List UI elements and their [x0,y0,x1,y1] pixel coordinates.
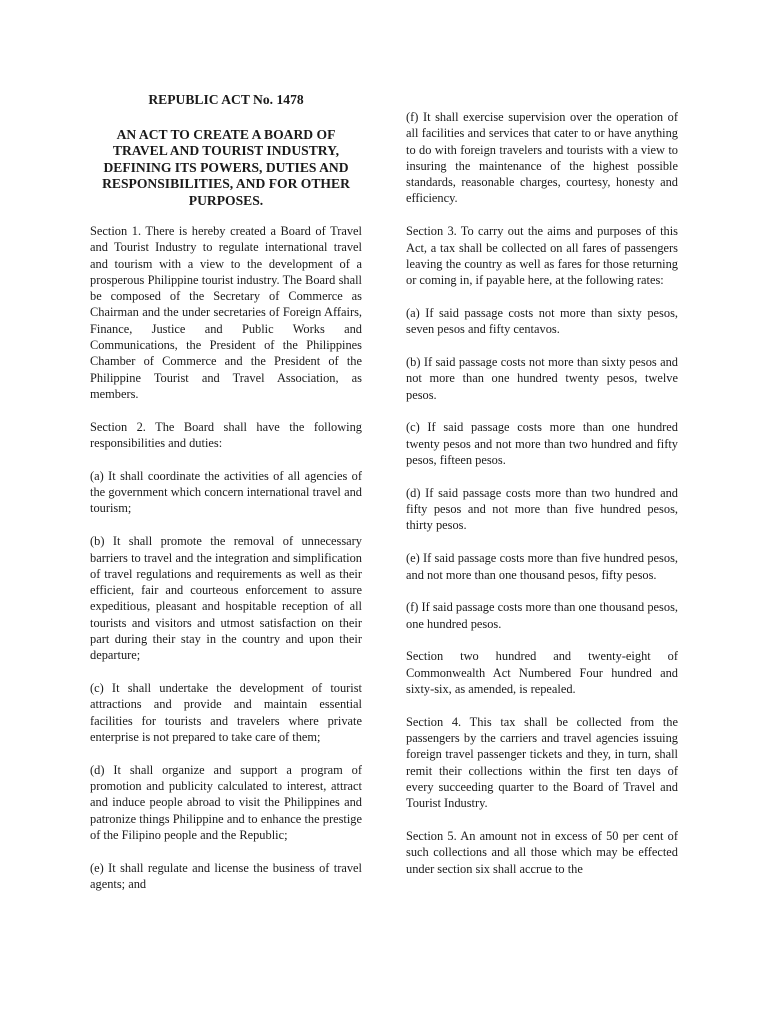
section-4-paragraph: Section 4. This tax shall be collected from the passengers by the carriers and travel agencies issuing foreign travel passenger tickets and they, in turn, shall remit their collections within the first ten days of every succeeding quarter to the Board of Travel and Tourist Industry. [406,714,678,811]
section-2a-paragraph: (a) It shall coordinate the activities of all agencies of the government which concern international travel and tourism; [90,468,362,516]
section-2f-paragraph: (f) It shall exercise supervision over the operation of all facilities and services that cater to or have anything to do with foreign travelers and tourists with a view to insuring the maintenance of the highest possible standards, reasonable charges, courtesy, honesty and efficiency. [406,110,678,206]
section-3d-paragraph: (d) If said passage costs more than two hundred and fifty pesos and not more than five hundred pesos, thirty pesos. [406,485,678,533]
repeal-paragraph: Section two hundred and twenty-eight of Commonwealth Act Numbered Four hundred and sixty-six, as amended, is repealed. [406,649,678,697]
section-3-paragraph: Section 3. To carry out the aims and purposes of this Act, a tax shall be collected on all fares of passengers leaving the country as well as fares for those returning or coming in, if payable here, at the following rates: [406,224,678,288]
act-number-heading: REPUBLIC ACT No. 1478 [148,92,304,107]
section-2b-paragraph: (b) It shall promote the removal of unnecessary barriers to travel and the integration and simplification of travel regulations and requirements as well as their efficient, fair and courteous enforcement to assure expeditious, pleasant and hospitable reception of all tourists and visitors and utmost satisfaction on their part during their stay in the country and upon their departure; [90,534,362,663]
section-3b-paragraph: (b) If said passage costs not more than sixty pesos and not more than one hundred twenty pesos, twelve pesos. [406,355,678,402]
section-2c-paragraph: (c) It shall undertake the development of tourist attractions and provide and maintain essential facilities for tourists and travelers where private enterprise is not prepared to take care of them; [90,681,362,745]
left-column [90,92,362,909]
section-2d-paragraph: (d) It shall organize and support a program of promotion and publicity calculated to interest, attract and induce people abroad to visit the Philippines and patronize things Philippine and to enhance the prestige of the Filipino people and the Republic; [90,762,362,842]
section-5-paragraph: Section 5. An amount not in excess of 50 per cent of such collections and all those which may be effected under section six shall accrue to the [406,829,678,876]
right-column [406,109,678,893]
section-3c-paragraph: (c) If said passage costs more than one hundred twenty pesos and not more than two hundred and fifty pesos, fifteen pesos. [406,420,678,468]
section-3f-paragraph: (f) If said passage costs more than one thousand pesos, one hundred pesos. [406,600,678,631]
section-3e-paragraph: (e) If said passage costs more than five hundred pesos, and not more than one thousand pesos, fifty pesos. [406,551,678,582]
section-3a-paragraph: (a) If said passage costs not more than sixty pesos, seven pesos and fifty centavos. [406,305,678,337]
section-2-paragraph: Section 2. The Board shall have the following responsibilities and duties: [90,419,362,451]
act-title-heading: AN ACT TO CREATE A BOARD OF TRAVEL AND TOURIST INDUSTRY, DEFINING ITS POWERS, DUTIES AND RESPONSIBILITIES, AND FOR OTHER PURPOSES. [102,126,350,208]
section-2e-paragraph: (e) It shall regulate and license the business of travel agents; and [90,860,362,892]
section-1-paragraph: Section 1. There is hereby created a Board of Travel and Tourist Industry to regulate international travel and tourism with a view to the development of a prosperous Philippine tourist industry. The Board shall be composed of the Secretary of Commerce as Chairman and the under secretaries of Foreign Affairs, Finance, Justice and Public Works and Communications, the President of the Philippines Chamber of Commerce and the President of the Philippine Tourist and Travel Association, as members. [90,224,362,401]
